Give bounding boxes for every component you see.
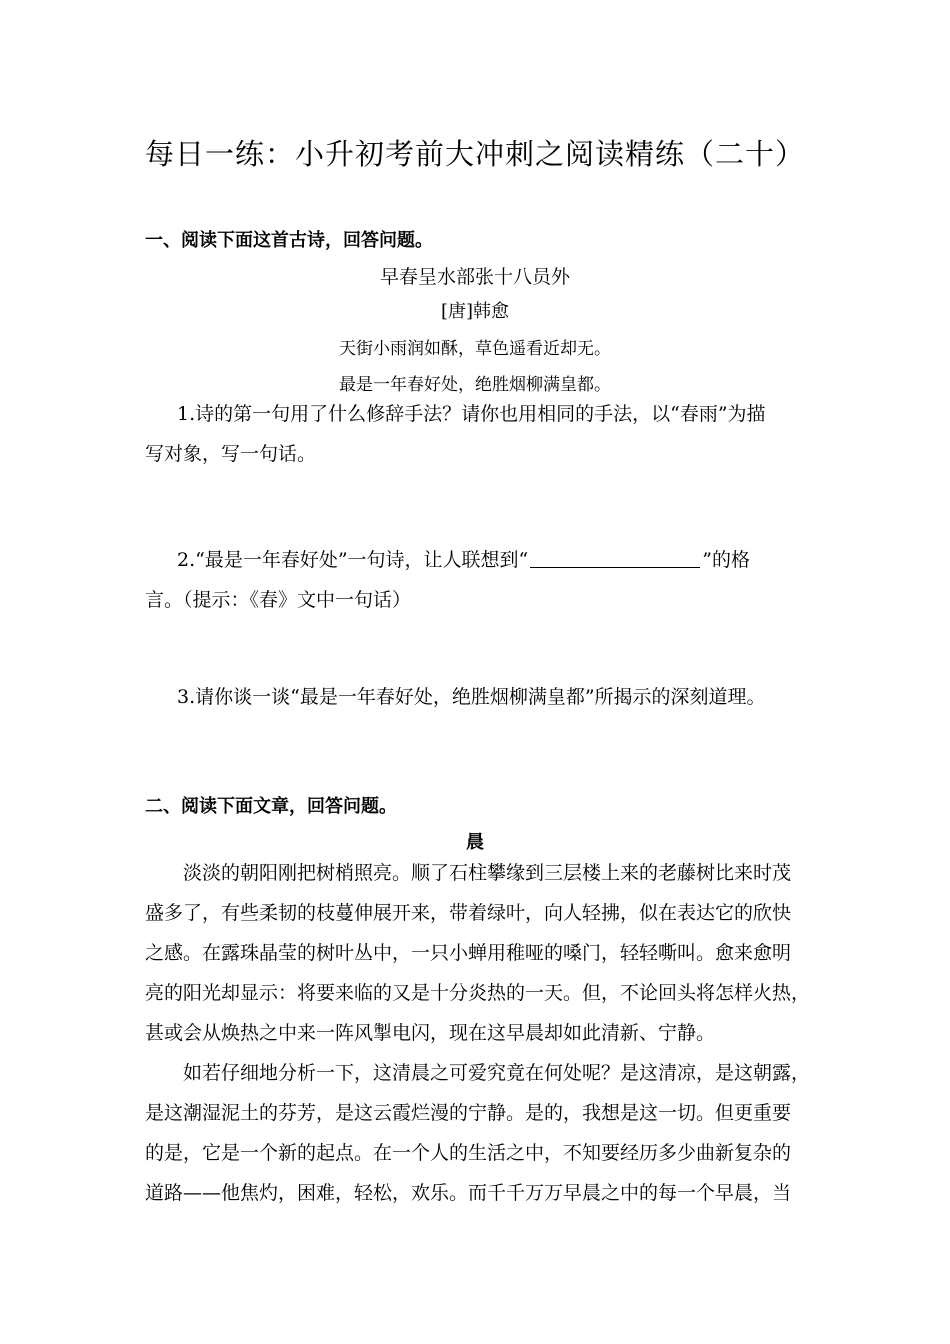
question-3-line: 3.请你谈一谈“最是一年春好处，绝胜烟柳满皇都”所揭示的深刻道理。 xyxy=(177,686,766,708)
article-title: 晨 xyxy=(466,832,484,853)
paragraph-line: 之感。在露珠晶莹的树叶丛中，一只小蝉用稚哑的嗓门，轻轻嘶叫。愈来愈明 xyxy=(145,942,792,964)
question-2-text: ”的格 xyxy=(702,549,750,571)
poem-line: 天街小雨润如酥，草色遥看近却无。 xyxy=(339,339,611,359)
article-paragraph-1 xyxy=(145,853,811,1053)
question-1-line: 1.诗的第一句用了什么修辞手法？请你也用相同的手法，以“春雨”为描 xyxy=(177,403,766,425)
answer-blank[interactable] xyxy=(530,547,700,568)
paragraph-line: 的是，它是一个新的起点。在一个人的生活之中，不知要经历多少曲新复杂的 xyxy=(145,1142,792,1164)
question-2-line: 言。（提示：《春》文中一句话） xyxy=(145,589,412,611)
paragraph-line: 亮的阳光却显示：将要来临的又是十分炎热的一天。但，不论回头将怎样火热， xyxy=(145,982,811,1004)
paragraph-line: 淡淡的朝阳刚把树梢照亮。顺了石柱攀缘到三层楼上来的老藤树比来时茂 xyxy=(183,862,792,884)
section2-heading: 二、阅读下面文章，回答问题。 xyxy=(145,796,397,817)
paragraph-line: 道路——他焦灼，困难，轻松，欢乐。而千千万万早晨之中的每一个早晨，当 xyxy=(145,1182,792,1204)
article-paragraph-2 xyxy=(145,1053,811,1213)
paragraph-line: 盛多了，有些柔韧的枝蔓伸展开来，带着绿叶，向人轻拂，似在表达它的欣快 xyxy=(145,902,792,924)
poem-line: 最是一年春好处，绝胜烟柳满皇都。 xyxy=(339,375,611,395)
poem-title: 早春呈水部张十八员外 xyxy=(379,266,570,288)
section1-heading: 一、阅读下面这首古诗，回答问题。 xyxy=(145,230,433,251)
question-1-line: 写对象，写一句话。 xyxy=(145,443,317,465)
question-2 xyxy=(145,540,805,620)
question-2-line xyxy=(145,540,805,580)
paragraph-line: 是这潮湿泥土的芬芳，是这云霞烂漫的宁静。是的，我想是这一切。但更重要 xyxy=(145,1102,792,1124)
question-2-text: 2.“最是一年春好处”一句诗，让人联想到“ xyxy=(177,549,529,571)
question-3 xyxy=(145,677,805,717)
question-1 xyxy=(145,394,805,474)
paragraph-line: 甚或会从焕热之中来一阵风掣电闪，现在这早晨却如此清新、宁静。 xyxy=(145,1022,716,1044)
paragraph-line: 如若仔细地分析一下，这清晨之可爱究竟在何处呢？是这清凉，是这朝露， xyxy=(183,1062,811,1084)
page-title: 每日一练：小升初考前大冲刺之阅读精练（二十） xyxy=(144,137,805,171)
poem-author: [唐]韩愈 xyxy=(440,301,510,322)
